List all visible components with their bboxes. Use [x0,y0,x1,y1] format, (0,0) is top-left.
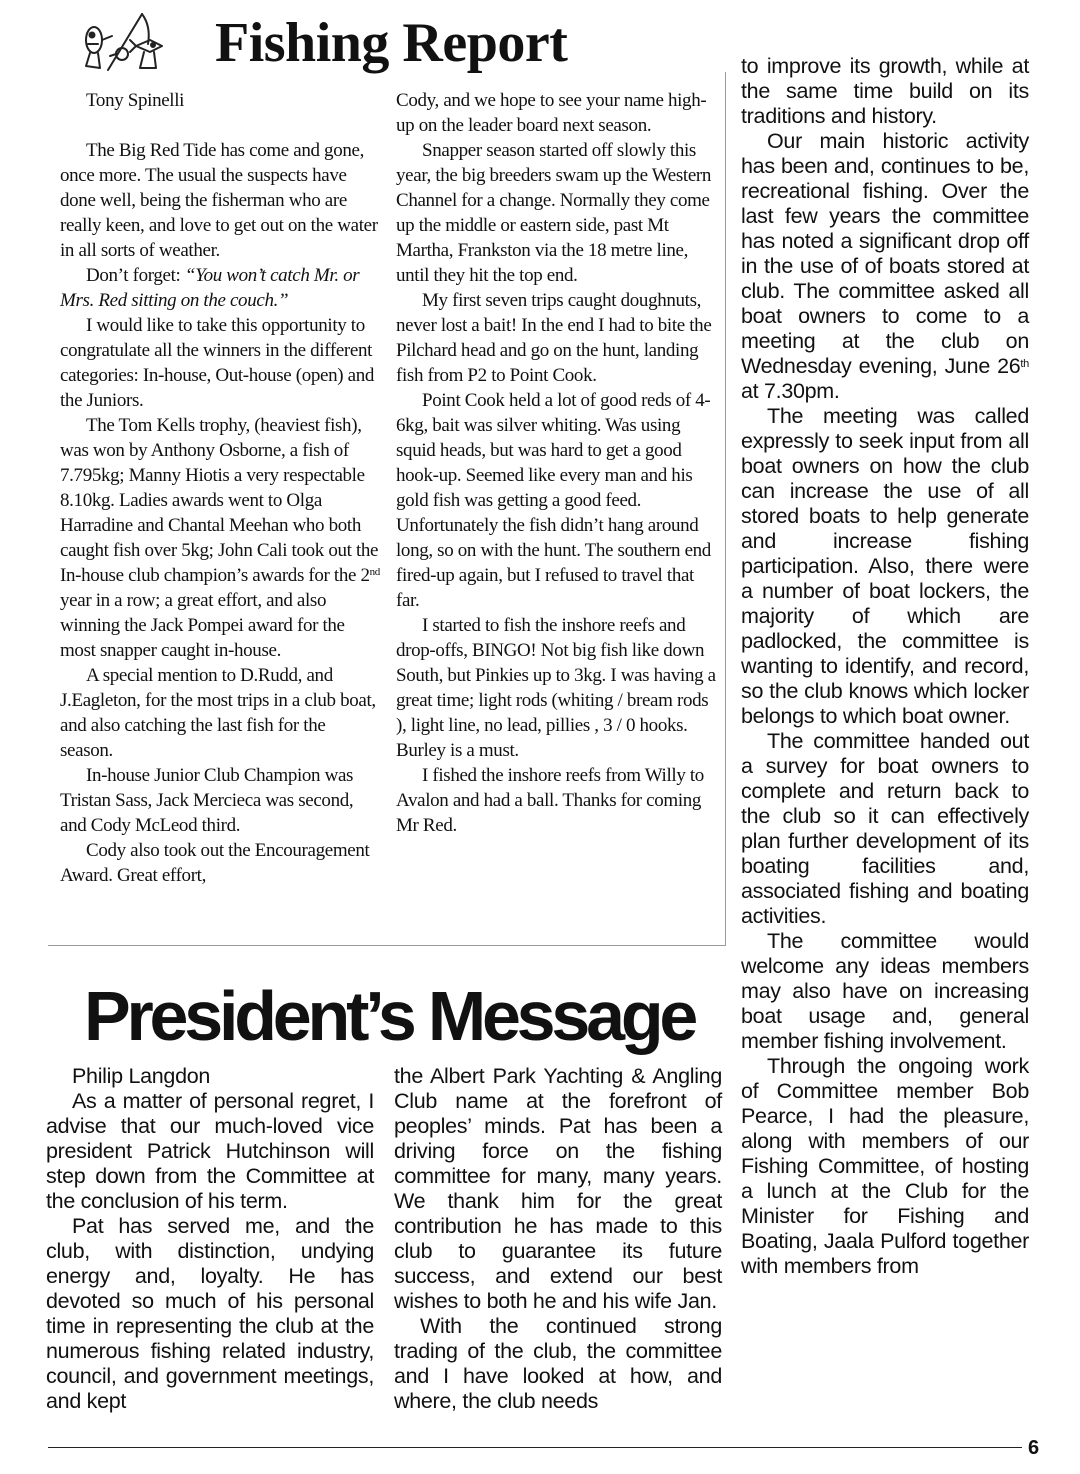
superscript: nd [369,566,380,578]
paragraph: I started to fish the inshore reefs and drop-offs, BINGO! Not big fish like down South, but Pinkies up to 3kg. I was having a great time; light rods (whiting / bream rods ), light line, no lead, pillies , 3 / 0 hooks. Burley is a must. [396,615,716,761]
fishing-report-column-2 [396,88,718,838]
paragraph: I would like to take this opportunity to congratulate all the winners in the different categories: In-house, Out-house (open) and the Juniors. [60,315,374,411]
superscript: th [1020,358,1029,370]
paragraph: Cody, and we hope to see your name high-up on the leader board next season. [396,90,707,136]
paragraph: The committee would welcome any ideas members may also have on increasing boat usage and, general member fishing involvement. [741,929,1029,1053]
fishing-report-title: Fishing Report [215,12,568,74]
paragraph: Cody also took out the Encouragement Award. Great effort, [60,840,370,886]
page-number: 6 [1028,1437,1040,1459]
paragraph: With the continued strong trading of the club, the committee and I have looked at how, and where, the club needs [394,1314,722,1413]
quote: “You won’t catch Mr. or Mrs. Red sitting on the couch.” [60,265,360,311]
fishing-logo-icon [78,10,166,78]
presidents-message-author: Philip Langdon [72,1064,211,1088]
presidents-message-column-2 [394,1064,722,1414]
footer-rule [48,1447,1022,1448]
paragraph: Pat has served me, and the club, with distinction, undying energy and, loyalty. He has devoted so much of his personal time in representing the club at the numerous fishing related industry, council, and government meetings, and kept [46,1214,374,1413]
paragraph: As a matter of personal regret, I advise that our much-loved vice president Patrick Hutchinson will step down from the Committee at the conclusion of his term. [46,1089,374,1213]
paragraph-text: Our main historic activity has been and, continues to be, recreational fishing. Over the last few years the committee has noted a significant drop off in the use of of boats stored at club. The committee asked all boat owners to come to a meeting at the club on Wednesday evening, June 26 [741,129,1029,378]
right-column [741,54,1029,1279]
paragraph [60,263,382,313]
paragraph-text: year in a row; a great effort, and also winning the Jack Pompei award for the most snapper caught in-house. [60,590,345,661]
presidents-message-column-1 [46,1064,374,1414]
paragraph [60,413,382,663]
paragraph: A special mention to D.Rudd, and J.Eagleton, for the most trips in a club boat, and also catching the last fish for the season. [60,665,376,761]
fishing-report-column-1 [60,88,382,888]
paragraph: Snapper season started off slowly this year, the big breeders swam up the Western Channel for a change. Normally they come up the middle or eastern side, past Mt Martha, Frankston via the 18 metre line, until they hit the top end. [396,140,712,286]
paragraph-text: at 7.30pm. [741,379,840,403]
paragraph-text: The Tom Kells trophy, (heaviest fish), was won by Anthony Osborne, a fish of 7.795kg; Manny Hiotis a very respectable 8.10kg. Ladies awards went to Olga Harradine and Chantal Meehan who both caught fish over 5kg; John Cali took out the In-house club champion’s awards for the 2 [60,415,379,586]
paragraph: Through the ongoing work of Committee member Bob Pearce, I had the pleasure, along with members of our Fishing Committee, of hosting a lunch at the Club for the Minister for Fishing and Boating, Jaala Pulford together with members from [741,1054,1029,1278]
fishing-report-author: Tony Spinelli [86,90,185,111]
paragraph: The Big Red Tide has come and gone, once more. The usual the suspects have done well, being the fisherman who are really keen, and love to get out on the water in all sorts of weather. [60,140,378,261]
paragraph: In-house Junior Club Champion was Tristan Sass, Jack Mercieca was second, and Cody McLeod third. [60,765,354,836]
quote-lead: Don’t forget: [86,265,185,286]
presidents-message-title: President’s Message [84,977,695,1055]
paragraph: The meeting was called expressly to seek input from all boat owners on how the club can increase the use of all stored boats to help generate and increase fishing participation. Also, there were a number of boat lockers, the majority of which are padlocked, the committee is wanting to identify, and record, so the club knows which locker belongs to which boat owner. [741,404,1029,728]
paragraph: My first seven trips caught doughnuts, never lost a bait! In the end I had to bite the Pilchard head and go on the hunt, landing fish from P2 to Point Cook. [396,290,712,386]
paragraph: I fished the inshore reefs from Willy to Avalon and had a ball. Thanks for coming Mr Red. [396,765,704,836]
paragraph: to improve its growth, while at the same time build on its traditions and history. [741,54,1029,128]
paragraph: the Albert Park Yachting & Angling Club name at the forefront of peoples’ minds. Pat has been a driving force on the fishing committee for many, many years. We thank him for the great contribution he has made to this club to guarantee its future success, and extend our best wishes to both he and his wife Jan. [394,1064,722,1313]
paragraph: The committee handed out a survey for boat owners to complete and return back to the club so it can effectively plan further development of its boating facilities and, associated fishing and boating activities. [741,729,1029,928]
paragraph: Point Cook held a lot of good reds of 4-6kg, bait was silver whiting. Was using squid heads, but was hard to get a good hook-up. Seemed like every man and his gold fish was getting a good feed. Unfortunately the fish didn’t hang around long, so on with the hunt. The southern end fired-up again, but I refused to travel that far. [396,390,711,611]
paragraph [741,129,1029,404]
